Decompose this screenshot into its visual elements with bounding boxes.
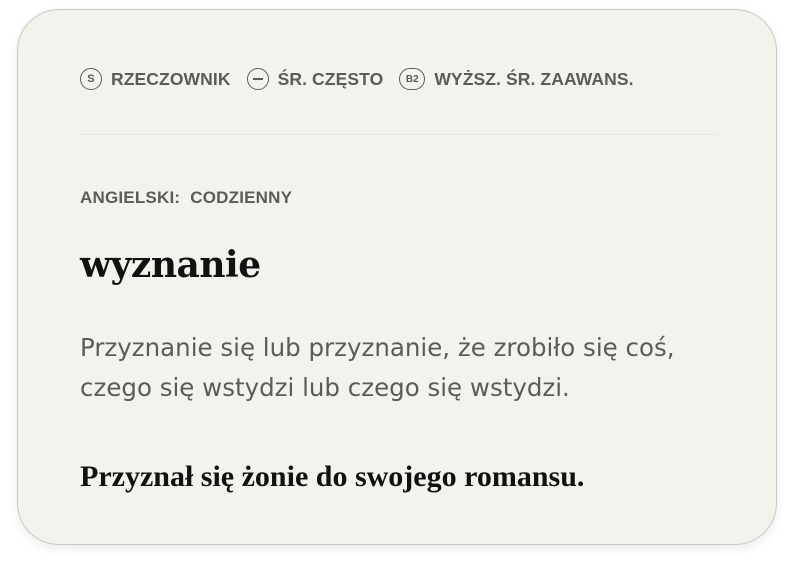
tag-part-of-speech-label: RZECZOWNIK (111, 68, 231, 89)
divider (80, 134, 716, 135)
word-card (17, 9, 777, 545)
example-sentence: Przyznał się żonie do swojego romansu. (80, 460, 585, 493)
tag-level (399, 68, 633, 90)
category-register: CODZIENNY (190, 188, 293, 207)
definition: Przyznanie się lub przyznanie, że zrobiło się coś, czego się wstydzi lub czego się wstydzi. (80, 333, 675, 402)
tag-frequency-label: ŚR. CZĘSTO (277, 68, 384, 89)
tag-part-of-speech (80, 68, 231, 90)
b2-circle-icon: B2 (399, 68, 425, 90)
tag-level-label: WYŻSZ. ŚR. ZAAWANS. (434, 68, 634, 89)
category-language: ANGIELSKI: (80, 188, 181, 207)
word-tags (80, 68, 650, 90)
dash-circle-icon (247, 68, 269, 90)
category-line (80, 188, 292, 208)
s-circle-icon: S (80, 68, 102, 90)
headword: wyznanie (80, 244, 261, 286)
tag-frequency (247, 68, 384, 90)
